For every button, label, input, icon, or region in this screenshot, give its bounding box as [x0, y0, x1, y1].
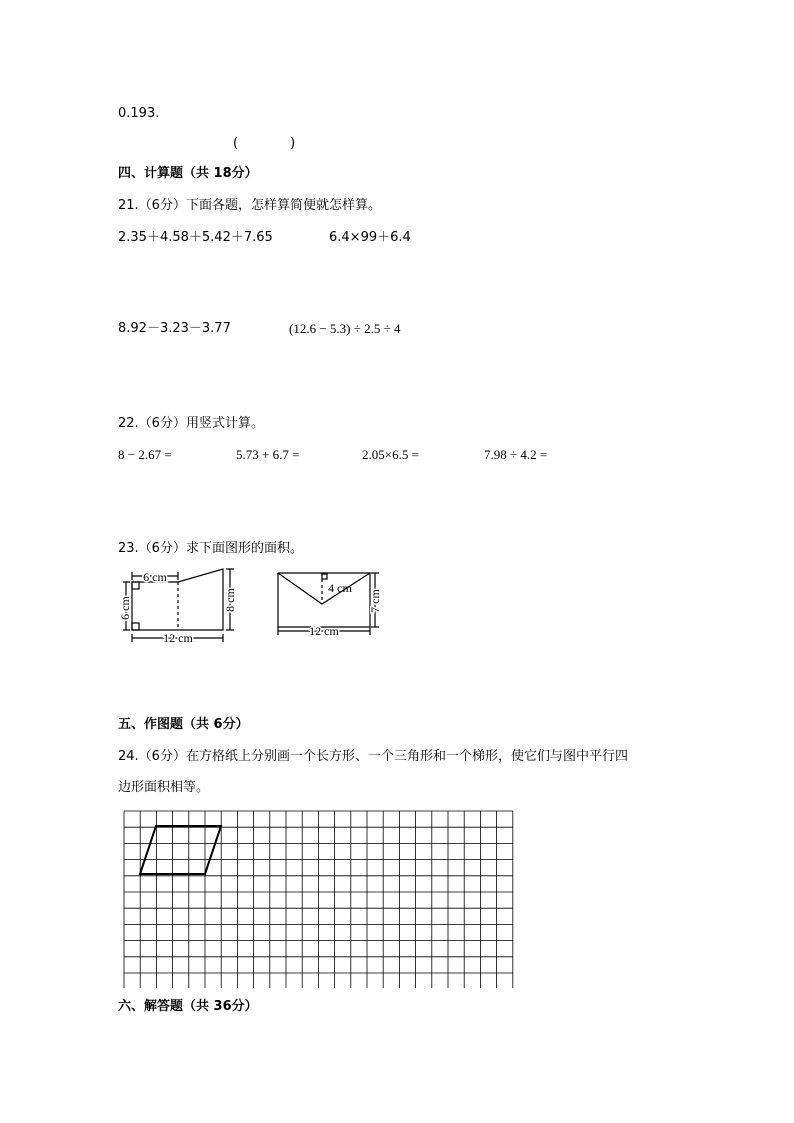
fig1-top-label: 6 cm	[143, 570, 167, 584]
question-24-stem-line-2: 边形面积相等。	[118, 780, 210, 795]
figure-2-composite-shape	[270, 565, 390, 645]
square-grid-paper	[123, 810, 517, 988]
top-fragment-text: 0.193.	[118, 106, 160, 121]
fig2-inner-label: 4 cm	[328, 581, 352, 595]
q22-expression-3: 2.05×6.5 =	[362, 447, 419, 462]
q22-expression-1: 8 − 2.67 =	[118, 447, 172, 462]
q21-expression-1: 2.35＋4.58＋5.42＋7.65	[118, 230, 273, 245]
question-24-stem-line-1: 24.（6分）在方格纸上分别画一个长方形、一个三角形和一个梯形，使它们与图中平行四	[118, 749, 628, 764]
q21-expression-2: 6.4×99＋6.4	[329, 230, 411, 245]
fig1-right-label: 8 cm	[223, 588, 237, 612]
section-5-title: 五、作图题（共 6分）	[118, 717, 249, 732]
question-23-stem: 23.（6分）求下面图形的面积。	[118, 541, 303, 556]
fig2-right-label: 7 cm	[368, 589, 382, 613]
fig1-left-label: 6 cm	[118, 596, 132, 620]
answer-parentheses: ( )	[233, 136, 296, 151]
fig2-bottom-label: 12 cm	[309, 624, 339, 638]
fig1-bottom-label: 12 cm	[163, 631, 193, 645]
q21-expression-4: (12.6 − 5.3) ÷ 2.5 ÷ 4	[289, 321, 401, 336]
q22-expression-2: 5.73 + 6.7 =	[236, 447, 300, 462]
question-21-stem: 21.（6分）下面各题，怎样算简便就怎样算。	[118, 198, 381, 213]
q21-expression-3: 8.92－3.23－3.77	[118, 321, 231, 336]
grid-parallelogram	[140, 826, 221, 874]
section-4-title: 四、计算题（共 18分）	[118, 166, 258, 181]
q22-expression-4: 7.98 ÷ 4.2 =	[484, 447, 548, 462]
section-6-title: 六、解答题（共 36分）	[118, 999, 258, 1014]
figure-1-composite-shape	[110, 560, 250, 650]
question-22-stem: 22.（6分）用竖式计算。	[118, 416, 264, 431]
